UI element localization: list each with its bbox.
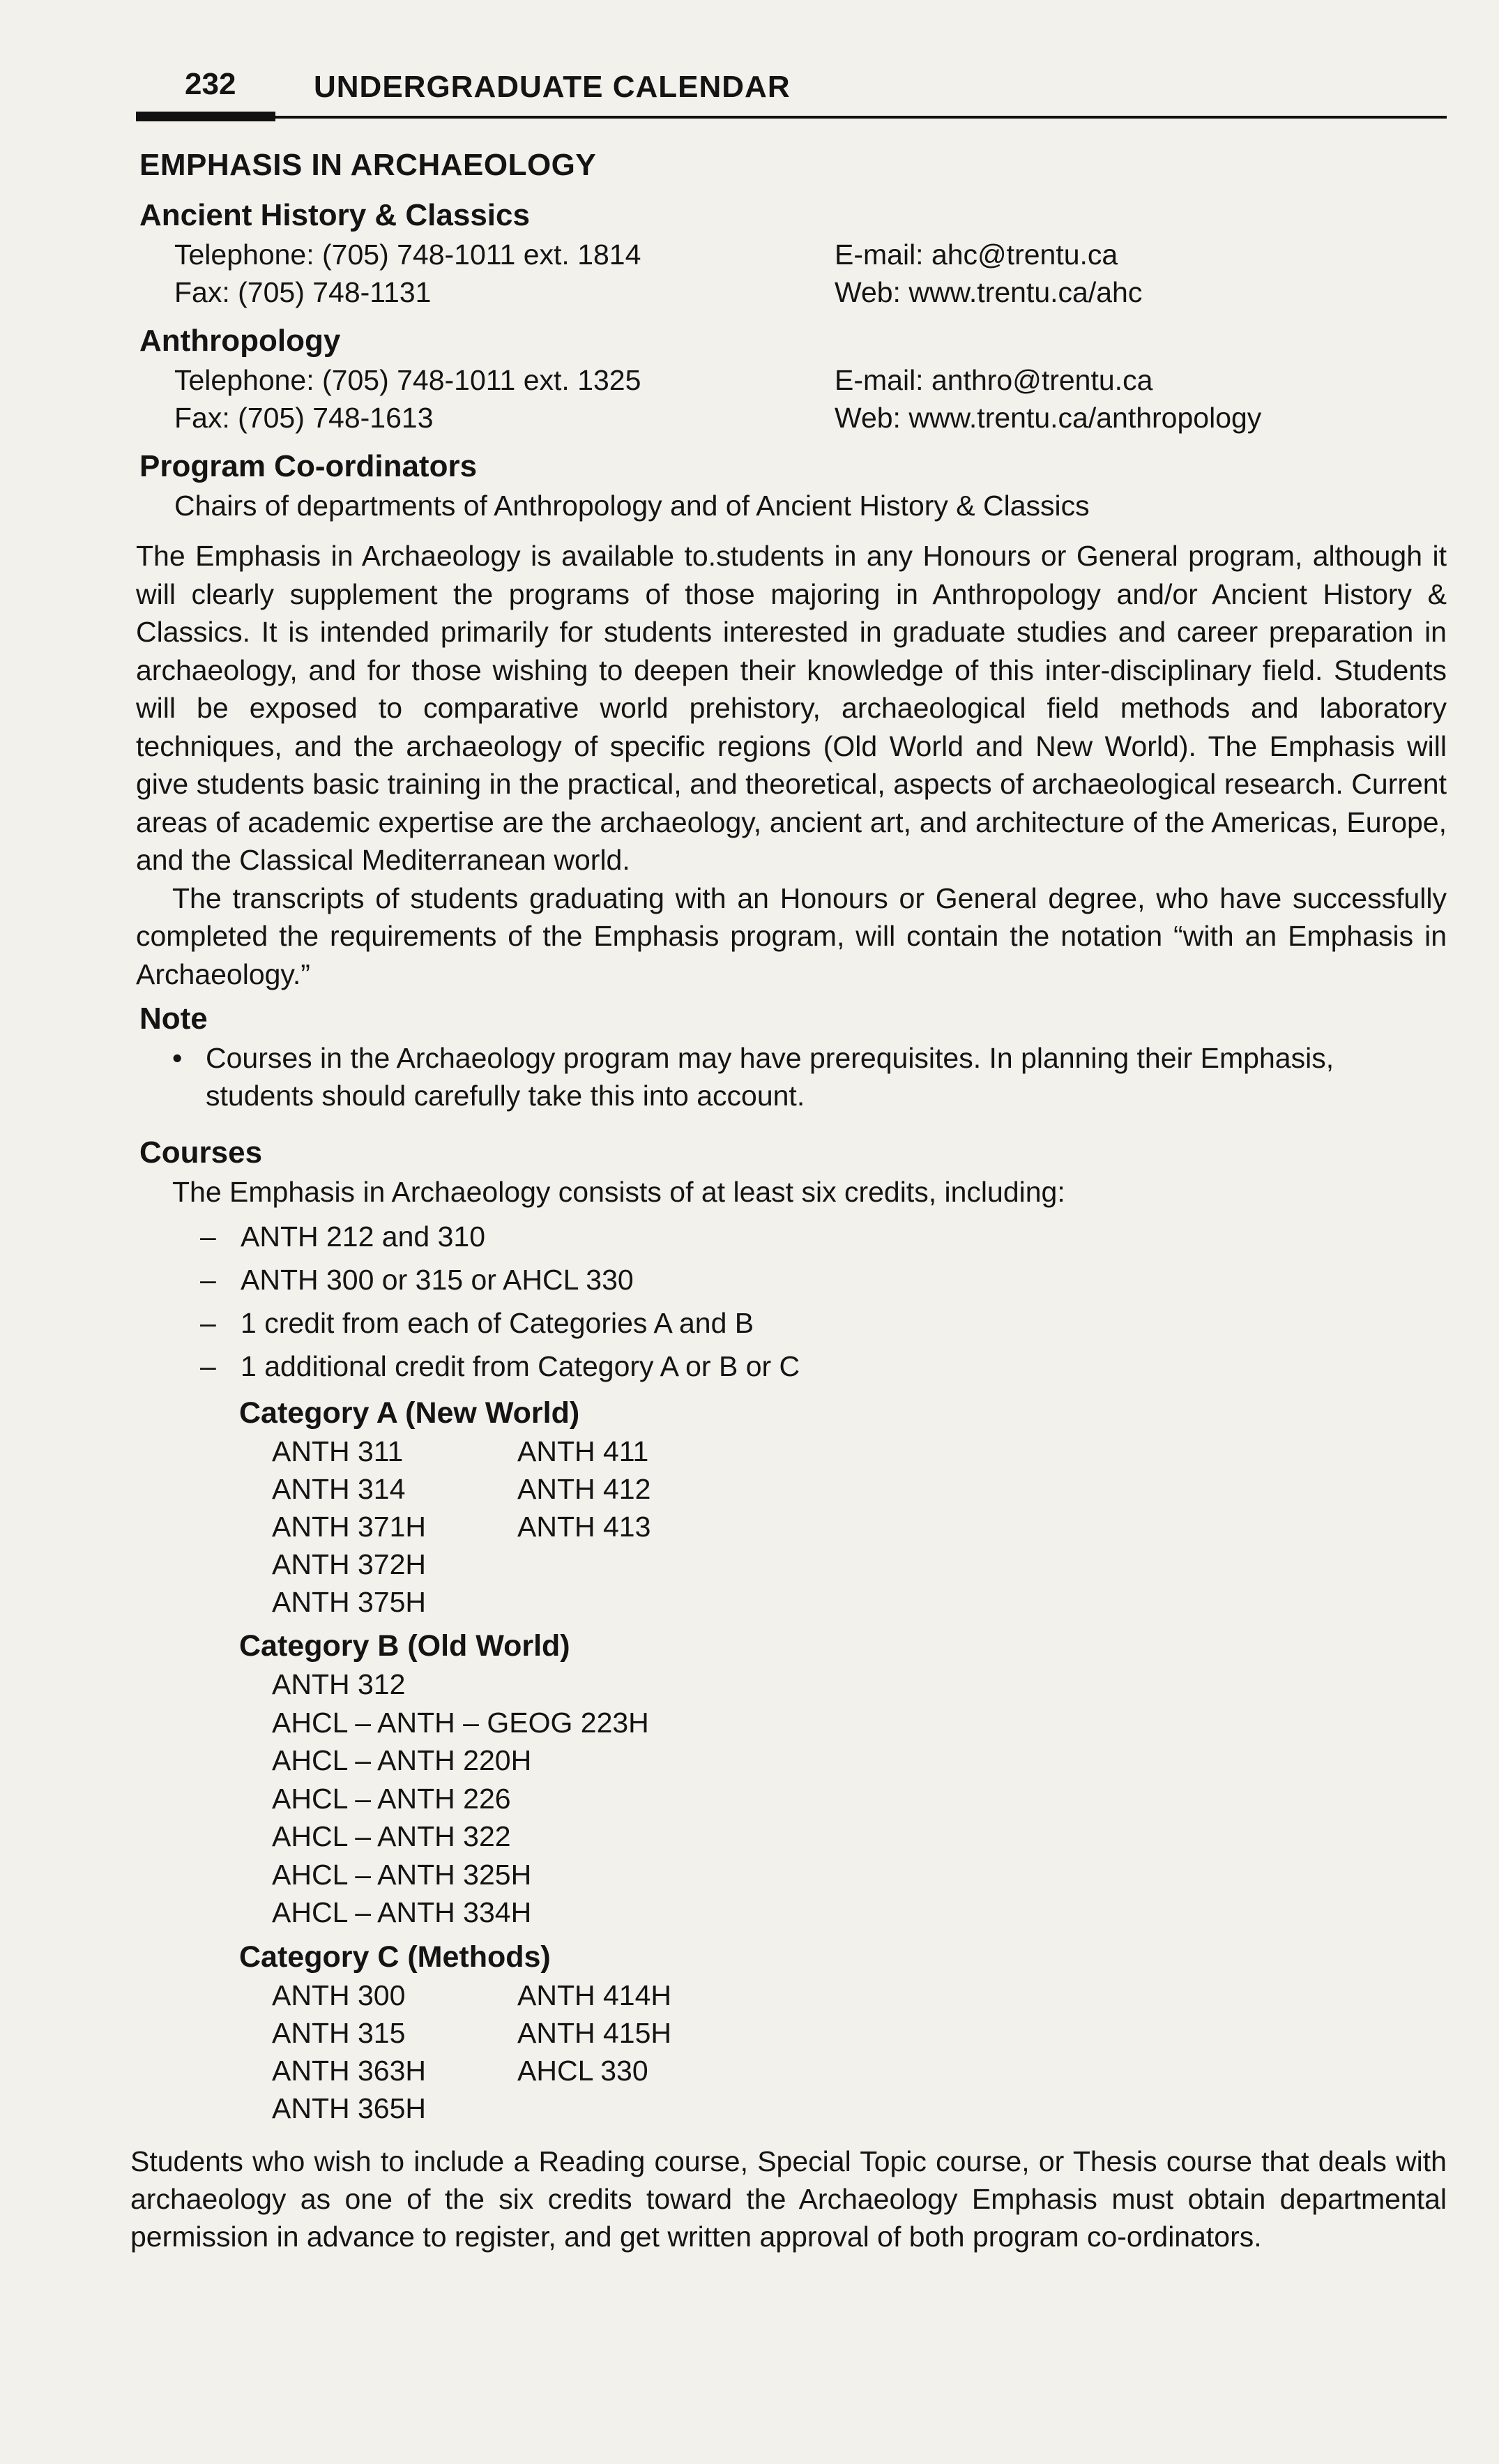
coordinators-text: Chairs of departments of Anthropology and of Ancient History & Classics: [174, 490, 1090, 522]
course-code: ANTH 414H: [517, 1979, 672, 2011]
transcripts-paragraph: The transcripts of students graduating with an Honours or General degree, who have successfully completed the requirements of the Emphasis program, will contain the notation “with an Emphasis in Archaeology.”: [136, 882, 1447, 990]
course-code: ANTH 314: [272, 1473, 406, 1505]
list-item: [136, 1301, 1447, 1345]
ahc-email: E-mail: ahc@trentu.ca: [835, 239, 1118, 271]
requirement-text: 1 additional credit from Category A or B or C: [241, 1350, 800, 1382]
dash-icon: –: [200, 1350, 216, 1382]
category-b-courses: [272, 1665, 1447, 1932]
anthro-contact: [136, 361, 1447, 437]
list-item: [136, 1258, 1447, 1301]
note-text: Courses in the Archaeology program may have prerequisites. In planning their Emphasis, students should carefully take this into account.: [206, 1042, 1334, 1112]
course-code: ANTH 375H: [272, 1586, 427, 1618]
running-title: UNDERGRADUATE CALENDAR: [314, 70, 791, 104]
description-paragraph: The Emphasis in Archaeology is available to.students in any Honours or General program, although it will clearly supplement the programs of those majoring in Anthropology and/or Ancient History & Classics. It is intended primarily for students interested in graduate studies and career preparation in archaeology, and for those wishing to deepen their knowledge of this inter-disciplinary field. Students will be exposed to comparative world prehistory, archaeological field methods and laboratory techniques, and the archaeology of specific regions (Old World and New World). The Emphasis will give students basic training in the practical, and theoretical, aspects of archaeological research. Current areas of academic expertise are the archaeology, ancient art, and architecture of the Americas, Europe, and the Classical Mediterranean world.: [136, 540, 1447, 876]
category-a-courses: [272, 1433, 1447, 1621]
requirements-list: [136, 1215, 1447, 1388]
category-c-courses: [272, 1977, 1447, 2127]
course-code: AHCL – ANTH 322: [272, 1820, 511, 1852]
course-code: ANTH 415H: [517, 2016, 672, 2049]
page-number: 232: [185, 67, 236, 101]
courses-heading: Courses: [139, 1135, 263, 1170]
course-code: ANTH 315: [272, 2016, 406, 2049]
bullet-icon: •: [172, 1042, 183, 1074]
course-code: AHCL – ANTH 220H: [272, 1744, 532, 1776]
category-a-title: Category A (New World): [239, 1396, 580, 1430]
ahc-telephone: Telephone: (705) 748-1011 ext. 1814: [174, 239, 641, 271]
course-code: AHCL 330: [517, 2054, 648, 2087]
list-item: [136, 1215, 1447, 1258]
course-code: ANTH 300: [272, 1979, 406, 2011]
anthro-email: E-mail: anthro@trentu.ca: [835, 364, 1153, 396]
anthro-fax: Fax: (705) 748-1613: [174, 402, 434, 434]
course-code: ANTH 413: [517, 1511, 651, 1543]
dash-icon: –: [200, 1307, 216, 1339]
course-code: ANTH 371H: [272, 1511, 427, 1543]
anthro-heading: Anthropology: [139, 324, 341, 358]
dash-icon: –: [200, 1264, 216, 1296]
ahc-web: Web: www.trentu.ca/ahc: [835, 276, 1143, 308]
section-title: EMPHASIS IN ARCHAEOLOGY: [139, 148, 597, 182]
dash-icon: –: [200, 1220, 216, 1253]
requirement-text: 1 credit from each of Categories A and B: [241, 1307, 754, 1339]
anthro-telephone: Telephone: (705) 748-1011 ext. 1325: [174, 364, 641, 396]
course-code: AHCL – ANTH 325H: [272, 1858, 532, 1891]
requirement-text: ANTH 300 or 315 or AHCL 330: [241, 1264, 634, 1296]
course-code: AHCL – ANTH – GEOG 223H: [272, 1706, 649, 1739]
course-code: ANTH 312: [272, 1668, 406, 1700]
ahc-contact: [136, 236, 1447, 311]
requirement-text: ANTH 212 and 310: [241, 1220, 486, 1253]
header-rule: [136, 116, 1447, 119]
note-heading: Note: [139, 1002, 208, 1036]
ahc-fax: Fax: (705) 748-1131: [174, 276, 432, 308]
page-header: [136, 67, 1447, 123]
course-code: ANTH 411: [517, 1435, 649, 1467]
category-c-title: Category C (Methods): [239, 1940, 551, 1974]
ahc-heading: Ancient History & Classics: [139, 198, 530, 232]
courses-intro: The Emphasis in Archaeology consists of at least six credits, including:: [172, 1176, 1065, 1208]
header-rule-accent: [136, 112, 275, 121]
course-code: ANTH 363H: [272, 2054, 427, 2087]
coordinators-heading: Program Co-ordinators: [139, 449, 478, 483]
section-content: [130, 148, 1447, 2255]
anthro-web: Web: www.trentu.ca/anthropology: [835, 402, 1262, 434]
category-b-title: Category B (Old World): [239, 1629, 570, 1663]
note-list: [136, 1039, 1447, 1114]
list-item: [136, 1345, 1447, 1388]
list-item: [136, 1039, 1447, 1114]
course-code: ANTH 372H: [272, 1548, 427, 1580]
course-code: ANTH 412: [517, 1473, 651, 1505]
closing-paragraph: Students who wish to include a Reading course, Special Topic course, or Thesis course that deals with archaeology as one of the six credits toward the Archaeology Emphasis must obtain departmental permission in advance to register, and get written approval of both program co-ordinators.: [130, 2145, 1447, 2253]
course-code: ANTH 365H: [272, 2092, 427, 2124]
course-code: AHCL – ANTH 226: [272, 1782, 511, 1815]
course-code: ANTH 311: [272, 1435, 404, 1467]
course-code: AHCL – ANTH 334H: [272, 1896, 532, 1928]
